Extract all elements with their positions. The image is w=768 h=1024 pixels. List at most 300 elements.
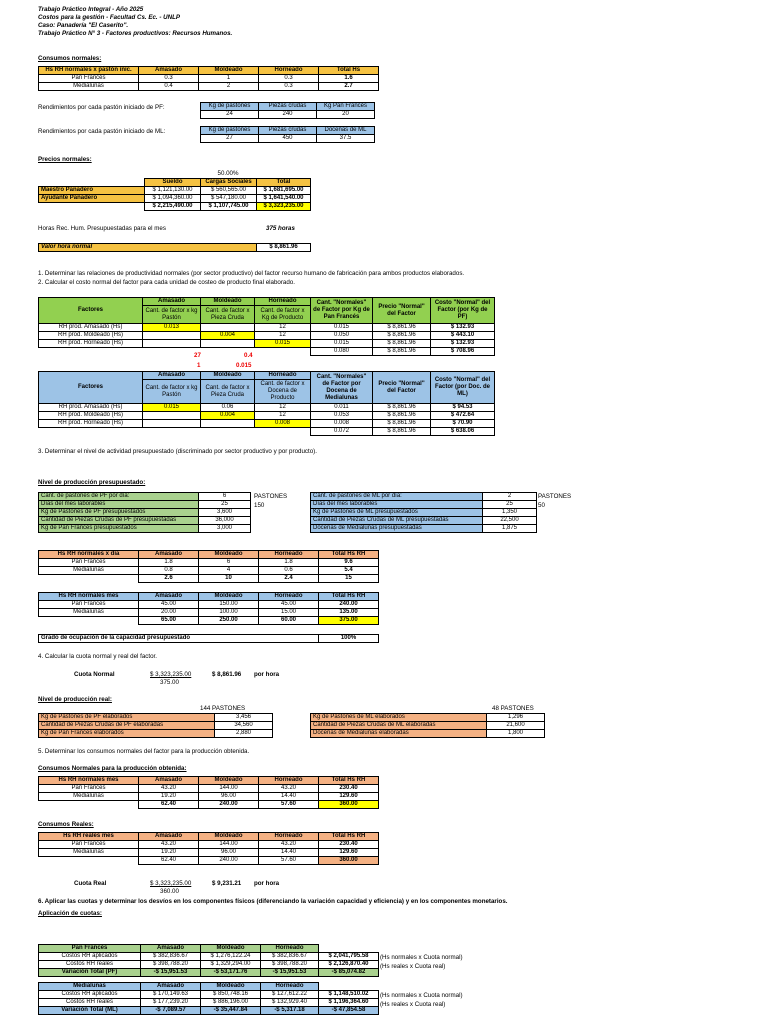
cell (143, 348, 201, 356)
th: Amasado (143, 298, 201, 306)
ml-note-normal: (Hs normales x Cuota normal) (380, 992, 463, 999)
cell: 20 (317, 111, 375, 119)
cell: 2.6 (139, 575, 199, 583)
cell: 43.20 (139, 785, 199, 793)
cell: 100.00 (199, 609, 259, 617)
cell: 6 (199, 559, 259, 567)
cell: 12 (255, 404, 311, 412)
real-ml-pastones: 48 PASTONES (492, 705, 534, 712)
cell: 360.00 (319, 801, 379, 809)
cell: 43.20 (259, 785, 319, 793)
cell: Cantidad de Piezas Crudas de PF elaboradas (39, 722, 215, 730)
cell: 0.6 (259, 567, 319, 575)
cell: 1,800 (487, 730, 545, 738)
cell: 0.3 (259, 83, 319, 91)
cell: 65.00 (139, 617, 199, 625)
th: Horneado (255, 372, 311, 380)
th: Horneado (259, 67, 319, 75)
cell: 96.00 (199, 793, 259, 801)
cell: $ 1,121,130.00 (145, 187, 201, 195)
cell: 240.00 (319, 601, 379, 609)
cuota-real-den: 360.00 (160, 888, 179, 895)
consumos-table (38, 66, 379, 91)
cell: Medialunas (39, 83, 139, 91)
th: Horneado (259, 777, 319, 785)
th: Cant. de factor x Kg de Producto (255, 306, 311, 324)
rend-ml-table (200, 126, 375, 143)
nivel-title: Nivel de producción presupuestado: (38, 479, 146, 486)
valor-hora-table (38, 243, 311, 252)
cell: 0.011 (311, 404, 373, 412)
cell: 0.004 (201, 332, 255, 340)
cell: 230.40 (319, 785, 379, 793)
cell: $ 398,788.20 (141, 961, 201, 969)
rend-ml-label: Rendimientos por cada pastón iniciado de ML: (38, 128, 166, 135)
cell: 45.00 (259, 601, 319, 609)
cell (143, 332, 201, 340)
cell: 240 (259, 111, 317, 119)
cell: 1.8 (259, 559, 319, 567)
question-1: 1. Determinar las relaciones de productividad normales (por sector productivo) del factor recurso humano de fabricación para ambos productos elaborados. (38, 270, 465, 277)
cell: 14.40 (259, 849, 319, 857)
cell: 4 (199, 567, 259, 575)
cell: 20.00 (139, 609, 199, 617)
th: Amasado (139, 67, 199, 75)
cell: $ 638.06 (431, 428, 495, 436)
th: Cant. "Normales" de Factor por Kg de Pan Francés (311, 298, 373, 324)
cell: 0.050 (311, 332, 373, 340)
cell: 240.00 (199, 801, 259, 809)
cell: 3,000 (199, 525, 251, 533)
cell: $ 8,861.96 (257, 244, 311, 252)
th: Moldeado (199, 833, 259, 841)
cell (39, 179, 145, 187)
cell: Variación Total (ML) (39, 1007, 141, 1015)
cell: 9.6 (319, 559, 379, 567)
cell: 96.00 (199, 849, 259, 857)
cuota-normal-den: 375.00 (160, 679, 179, 686)
th: Cant. de factor x kg Pastón (143, 380, 201, 404)
th: Factores (39, 298, 143, 324)
cell: Costos RH reales (39, 999, 141, 1007)
th: Moldeado (201, 372, 255, 380)
cell (201, 340, 255, 348)
th: Amasado (139, 551, 199, 559)
cell: $ 382,836.67 (261, 953, 319, 961)
cell: RH prod. Amasado (Hs) (39, 404, 143, 412)
th: Horneado (261, 983, 319, 991)
red-note: 0.015 (236, 362, 252, 369)
th: Cargas Sociales (201, 179, 257, 187)
cell: 0.013 (143, 324, 201, 332)
cell: 0.4 (139, 83, 199, 91)
th: Cant. de factor x Docena de Producto (255, 380, 311, 404)
cell: 129.60 (319, 793, 379, 801)
cell: 0.008 (311, 420, 373, 428)
rend-pf-label: Rendimientos por cada pastón iniciado de PF: (38, 104, 165, 111)
th (319, 945, 379, 953)
cell: 12 (255, 332, 311, 340)
cuota-normal-label: Cuota Normal (74, 671, 115, 678)
cell: 62.40 (139, 857, 199, 865)
cell: Variación Total (PF) (39, 969, 141, 977)
cell: 14.40 (259, 793, 319, 801)
aplic-ml-table (38, 982, 379, 1015)
cell: 19.20 (139, 849, 199, 857)
cell: -$ 15,951.53 (141, 969, 201, 977)
cell: Medialunas (39, 609, 139, 617)
cell: Cantidad de Piezas Crudas de ML elaboradas (311, 722, 487, 730)
cell: $ 70.90 (431, 420, 495, 428)
cell: 0.3 (259, 75, 319, 83)
cell (143, 420, 201, 428)
cell: Kg de Pastones de PF presupuestados (39, 509, 199, 517)
th: Total Hs (319, 67, 379, 75)
cell: Pan Francés (39, 75, 139, 83)
cell: $ 8,861.96 (373, 412, 431, 420)
th: Horneado (255, 298, 311, 306)
cell: $ 3,323,235.00 (257, 203, 311, 211)
cell: $ 547,180.00 (201, 195, 257, 203)
cell: 43.20 (259, 841, 319, 849)
th: Hs RH normales x día (39, 551, 139, 559)
cell: 45.00 (139, 601, 199, 609)
cell: Docenas de Medialunas presupuestadas (311, 525, 483, 533)
th: Horneado (259, 833, 319, 841)
cell: 5.4 (319, 567, 379, 575)
cell: $ 1,641,540.00 (257, 195, 311, 203)
cell: 0.008 (255, 420, 311, 428)
cell: $ 886,196.00 (201, 999, 261, 1007)
th: Piezas crudas (259, 103, 317, 111)
cuota-real-num: $ 3,323,235.00 (150, 880, 192, 887)
cell: $ 1,329,294.00 (201, 961, 261, 969)
cell: Cant. de pastones de ML por día: (311, 493, 483, 501)
cell (39, 617, 139, 625)
ml-pastones-value: 50 (538, 502, 545, 509)
cell: 150.00 (199, 601, 259, 609)
th: Moldeado (199, 551, 259, 559)
cell: 0.015 (255, 340, 311, 348)
cnp-title: Consumos Normales para la producción obtenida: (38, 765, 187, 772)
cell: 57.60 (259, 857, 319, 865)
cell: 144.00 (199, 841, 259, 849)
rend-pf-table (200, 102, 375, 119)
cell: 2 (483, 493, 537, 501)
creal-title: Consumos Reales: (38, 821, 94, 828)
cell: $ 560,565.00 (201, 187, 257, 195)
cell: Medialunas (39, 567, 139, 575)
ml-pastones-label: PASTONES (538, 493, 572, 500)
ml-note-real: (Hs reales x Cuota real) (380, 1001, 446, 1008)
cell: 129.60 (319, 849, 379, 857)
pf-factor-table (38, 297, 495, 356)
cell: $ 2,126,870.40 (319, 961, 379, 969)
cell (201, 420, 255, 428)
cell: $ 1,196,364.60 (319, 999, 379, 1007)
cell: Pan Frances (39, 559, 139, 567)
th: Cant. de factor x kg Pastón (143, 306, 201, 324)
cell: Medialunas (39, 849, 139, 857)
cell: RH prod. Moldeado (Hs) (39, 412, 143, 420)
cell: 1,350 (483, 509, 537, 517)
nivel-ml-table (310, 492, 537, 533)
cell: $ 8,861.96 (373, 348, 431, 356)
cell: 12 (255, 412, 311, 420)
cell: 144.00 (199, 785, 259, 793)
cell: Kg de Pan Frances elaborados (39, 730, 215, 738)
horas-label: Horas Rec. Hum. Presupuestadas para el mes (38, 225, 166, 232)
doc-subtitle: Costos para la gestión - Facultad Cs. Ec. - UNLP (38, 14, 180, 21)
th: Kg de pastones (201, 127, 259, 135)
cell: -$ 15,951.53 (261, 969, 319, 977)
grado-table (38, 634, 379, 643)
cell: Ayudante Panadero (39, 195, 145, 203)
cell: 3,600 (199, 509, 251, 517)
pf-pastones-label: PASTONES (254, 493, 288, 500)
cell: 0.8 (139, 567, 199, 575)
real-pf-pastones: 144 PASTONES (200, 705, 246, 712)
cell: $ 94.53 (431, 404, 495, 412)
cell: 10 (199, 575, 259, 583)
th: Moldeado (201, 983, 261, 991)
cell: 0.015 (311, 340, 373, 348)
cell: -$ 47,854.58 (319, 1007, 379, 1015)
cell: Días del mes laborables (311, 501, 483, 509)
cell: 250.00 (199, 617, 259, 625)
cell: Cantidad de Piezas Crudas de ML presupuestadas (311, 517, 483, 525)
cell: $ 1,094,360.00 (145, 195, 201, 203)
cell: 36,000 (199, 517, 251, 525)
cell: Costos RH aplicados (39, 953, 141, 961)
cell: 3,456 (215, 714, 273, 722)
cell: 60.00 (259, 617, 319, 625)
cell: 2.4 (259, 575, 319, 583)
cell (255, 428, 311, 436)
ml-factor-table (38, 371, 495, 436)
th: Precio "Normal" del Factor (373, 372, 431, 404)
cell: 450 (259, 135, 317, 143)
th: Horneado (259, 551, 319, 559)
th: Factores (39, 372, 143, 404)
question-2: 2. Calcular el costo normal del factor para cada unidad de costeo de producto final elaborado. (38, 279, 295, 286)
cell: $ 850,748.16 (201, 991, 261, 999)
cell: Kg de Pastones de ML elaborados (311, 714, 487, 722)
hs-mes-table (38, 592, 379, 625)
horas-value: 375 horas (266, 225, 295, 232)
cell: RH prod. Horneado (Hs) (39, 340, 143, 348)
cell: 2,880 (215, 730, 273, 738)
cell: $ 382,836.67 (141, 953, 201, 961)
cell: 0.015 (311, 324, 373, 332)
th: Moldeado (201, 945, 261, 953)
th (319, 983, 379, 991)
th: Moldeado (201, 298, 255, 306)
cell: Cant. de pastones de PF por día: (39, 493, 199, 501)
cell: RH prod. Moldeado (Hs) (39, 332, 143, 340)
cell: 1,875 (483, 525, 537, 533)
cell: 0.080 (311, 348, 373, 356)
cell: RH prod. Amasado (Hs) (39, 324, 143, 332)
cell: 230.40 (319, 841, 379, 849)
cell: $ 177,239.20 (141, 999, 201, 1007)
th: Amasado (141, 983, 201, 991)
pf-note-real: (Hs reales x Cuota real) (380, 963, 446, 970)
th: Medialunas (39, 983, 141, 991)
cell: Medialunas (39, 793, 139, 801)
cell: $ 1,107,745.00 (201, 203, 257, 211)
cell: $ 443.10 (431, 332, 495, 340)
cell: $ 708.96 (431, 348, 495, 356)
cell: 19.20 (139, 793, 199, 801)
cell: Maestro Panadero (39, 187, 145, 195)
th: Total Hs RH (319, 593, 379, 601)
red-note: 1 (197, 362, 201, 369)
cell (39, 801, 139, 809)
cell: 0.06 (201, 404, 255, 412)
th: Docenas de ML (317, 127, 375, 135)
cell: Pan Frances (39, 601, 139, 609)
cell: 12 (255, 324, 311, 332)
cell: $ 8,861.96 (373, 420, 431, 428)
cell: 0.053 (311, 412, 373, 420)
cell: -$ 85,074.82 (319, 969, 379, 977)
cuota-normal-unit: por hora (254, 671, 280, 678)
th: Horneado (259, 593, 319, 601)
cell: Kg de Pastones de PF elaborados (39, 714, 215, 722)
cell: $ 8,861.96 (373, 340, 431, 348)
cell: 2.7 (319, 83, 379, 91)
cell: $ 8,861.96 (373, 428, 431, 436)
cell (143, 412, 201, 420)
cell (143, 428, 201, 436)
cell (39, 203, 145, 211)
cell: RH prod. Horneado (Hs) (39, 420, 143, 428)
cell: 1,296 (487, 714, 545, 722)
th: Hs RH normales mes (39, 593, 139, 601)
cell: 100% (319, 635, 379, 643)
th: Total (257, 179, 311, 187)
cell: Pan Francés (39, 841, 139, 849)
cell: 1.8 (139, 559, 199, 567)
cell: $ 398,788.20 (261, 961, 319, 969)
th: Amasado (139, 833, 199, 841)
cell: 34,560 (215, 722, 273, 730)
cell: $ 2,215,490.00 (145, 203, 201, 211)
cell: $ 127,612.22 (261, 991, 319, 999)
cell: 135.00 (319, 609, 379, 617)
th: Amasado (141, 945, 201, 953)
cell (39, 575, 139, 583)
cell (39, 348, 143, 356)
cell: 0.004 (201, 412, 255, 420)
real-ml-table (310, 713, 545, 738)
cell (201, 428, 255, 436)
th: Amasado (139, 593, 199, 601)
cell: 25 (199, 501, 251, 509)
pf-pastones-value: 150 (254, 502, 265, 509)
th: Total Hs RH (319, 833, 379, 841)
cnp-table (38, 776, 379, 809)
th: Total Hs RH (319, 551, 379, 559)
cargas-pct: 50.00% (217, 170, 239, 177)
cell: $ 132.93 (431, 340, 495, 348)
doc-case: Caso: Panadería "El Caserito". (38, 22, 129, 29)
cell: 360.00 (319, 857, 379, 865)
cell: 15 (319, 575, 379, 583)
th: Moldeado (199, 593, 259, 601)
cell: Kg de Pastones de ML presupuestados (311, 509, 483, 517)
precios-table (38, 178, 311, 211)
real-title: Nivel de producción real: (38, 696, 112, 703)
th: Amasado (139, 777, 199, 785)
cell: Cantidad de Piezas Crudas de PF presupuestadas (39, 517, 199, 525)
th: Horneado (261, 945, 319, 953)
red-note: 27 (194, 352, 201, 359)
th: Cant. de factor x Pieza Cruda (201, 306, 255, 324)
cell: 1 (199, 75, 259, 83)
cell: 27 (201, 135, 259, 143)
cuota-real-result: $ 9,231.21 (212, 880, 242, 887)
cell: $ 132,929.40 (261, 999, 319, 1007)
cell: 57.60 (259, 801, 319, 809)
cell: $ 132.93 (431, 324, 495, 332)
th: Hs RH normales mes (39, 777, 139, 785)
aplic-title: Aplicación de cuotas: (38, 910, 102, 917)
cell: -$ 7,089.57 (141, 1007, 201, 1015)
cell (39, 857, 139, 865)
question-3: 3. Determinar el nivel de actividad presupuestado (discriminado por sector productivo y por producto). (38, 448, 317, 455)
pf-note-normal: (Hs normales x Cuota normal) (380, 954, 463, 961)
real-pf-table (38, 713, 273, 738)
cuota-normal-result: $ 8,861.96 (212, 671, 242, 678)
cell: 43.20 (139, 841, 199, 849)
th: Hs RH normales x pastón inic. (39, 67, 139, 75)
cell: 37.5 (317, 135, 375, 143)
cell: -$ 53,171.76 (201, 969, 261, 977)
cell: 2 (199, 83, 259, 91)
cell: 22,500 (483, 517, 537, 525)
cell: 375.00 (319, 617, 379, 625)
cuota-real-label: Cuota Real (74, 880, 107, 887)
cell: 1.6 (319, 75, 379, 83)
cell: Costos RH aplicados (39, 991, 141, 999)
cuota-normal-num: $ 3,323,235.00 (150, 671, 192, 678)
cell: 0.072 (311, 428, 373, 436)
cell: Docenas de Medialunas elaboradas (311, 730, 487, 738)
cell: $ 472.64 (431, 412, 495, 420)
cell: Costos RH reales (39, 961, 141, 969)
th: Piezas crudas (259, 127, 317, 135)
hs-dia-table (38, 550, 379, 583)
cell: Kg de Pan Frances presupuestados (39, 525, 199, 533)
cell: Pan Frances (39, 785, 139, 793)
cell: -$ 5,317.18 (261, 1007, 319, 1015)
cell (143, 340, 201, 348)
cell: $ 1,148,510.02 (319, 991, 379, 999)
cuota-real-unit: por hora (254, 880, 280, 887)
cell: $ 8,861.96 (373, 324, 431, 332)
creal-table (38, 832, 379, 865)
cell: 62.40 (139, 801, 199, 809)
cell: 15.00 (259, 609, 319, 617)
question-4: 4. Calcular la cuota normal y real del factor. (38, 653, 157, 660)
cell: Días del mes laborables (39, 501, 199, 509)
aplic-pf-table (38, 944, 379, 977)
th: Total Hs RH (319, 777, 379, 785)
th: Cant. "Normales" de Factor por Docena de Medialunas (311, 372, 373, 404)
cell (255, 348, 311, 356)
